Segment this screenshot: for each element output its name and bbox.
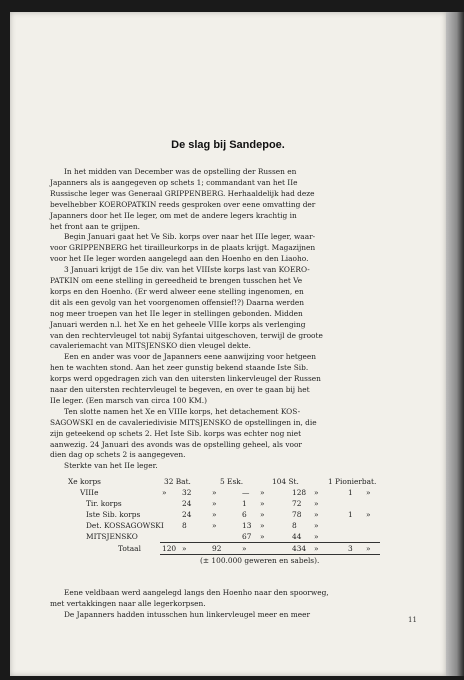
text-line: Sterkte van het IIe leger. (64, 461, 158, 471)
table-cell: 78 (292, 510, 302, 519)
table-cell: 67 (242, 532, 252, 541)
text-line: dit als een gevolg van het voorgenomen offensief!?) Daarna werden (50, 297, 305, 307)
text-line: IIe leger. (Een marsch van circa 100 KM.) (50, 395, 207, 405)
book-edge (446, 12, 464, 676)
text-line: Eene veldbaan werd aangelegd langs den Hoenho naar den spoorweg, (64, 588, 329, 597)
table-cell: 6 (242, 510, 247, 519)
table-cell: » (212, 499, 217, 508)
text-line: naar den uitersten rechtervleugel te begeven, en over te gaan bij het (50, 385, 310, 394)
table-cell: » (314, 510, 319, 519)
table-total-cell: » (182, 544, 187, 553)
table-cell: 13 (242, 521, 252, 530)
table-total-cell: 120 (162, 544, 177, 553)
table-header-cell: Xe korps (68, 477, 101, 486)
table-total-note: (± 100.000 geweren en sabels). (200, 556, 320, 565)
text-line: korps en den Hoenho. (Er werd alweer eene stelling ingenomen, en (50, 286, 304, 296)
table-cell: » (314, 499, 319, 508)
table-cell: » (260, 488, 265, 497)
table-cell: 44 (292, 532, 302, 541)
text-line: Januari werden n.l. het Xe en het geheele VIIIe korps als verlenging (50, 319, 306, 329)
table-cell: 32 (182, 488, 192, 497)
table-cell: 1 (348, 488, 353, 497)
table-cell: » (314, 521, 319, 530)
table-cell: » (260, 532, 265, 541)
table-cell: 24 (182, 499, 192, 508)
section-heading: De slag bij Sandepoe. (171, 139, 285, 151)
text-line: Ten slotte namen het Xe en VIIIe korps, het detachement KOS- (64, 406, 301, 416)
table-cell: » (212, 510, 217, 519)
text-line: Begin Januari gaat het Ve Sib. korps over naar het IIIe leger, waar- (64, 232, 316, 242)
table-cell: 72 (292, 499, 302, 508)
table-total-underline (160, 554, 380, 555)
text-line: aanwezig. 24 Januari des avonds was de opstelling geheel, als voor (50, 439, 302, 449)
page-number: 11 (408, 616, 417, 624)
table-total-cell: » (242, 544, 247, 553)
table-header-cell: 5 Esk. (220, 477, 244, 486)
table-cell: Iste Sib. korps (86, 510, 141, 519)
table-cell: 8 (182, 521, 187, 530)
table-cell: — (242, 488, 250, 497)
table-cell: 1 (348, 510, 353, 519)
text-line: Russische leger was Generaal GRIPPENBERG. Herhaaldelijk had deze (50, 188, 315, 198)
text-line: met vertakkingen naar alle legerkorpsen. (50, 599, 206, 608)
table-total-cell: 92 (212, 544, 222, 553)
text-line: SAGOWSKI en de cavaleriedivisie MITSJENSKO de opstellingen in, die (50, 417, 317, 427)
text-line: het front aan te grijpen. (50, 221, 140, 231)
table-cell: » (314, 488, 319, 497)
text-line: cavaleriemacht van MITSJENSKO dien vleugel dekte. (50, 341, 251, 351)
table-cell: » (212, 521, 217, 530)
text-line: voor het IIe leger worden aangelegd aan den Hoenho en den Liaoho. (50, 254, 309, 264)
text-line: korps werd opgedragen zich van den uitersten linkervleugel der Russen (50, 374, 321, 384)
table-cell: 8 (292, 521, 297, 530)
text-line: Een en ander was voor de Japanners eene aanwijzing voor hetgeen (64, 352, 317, 362)
table-cell: » (260, 510, 265, 519)
table-cell: 1 (242, 499, 247, 508)
table-cell: » (260, 521, 265, 530)
text-line: In het midden van December was de opstelling der Russen en (64, 167, 297, 176)
text-line: nog meer troepen van het IIe leger in stellingen gebonden. Midden (50, 308, 303, 318)
text-line: van den rechtervleugel tot nabij Syfantai uitgeschoven, terwijl de groote (50, 330, 323, 340)
table-total-cell: 3 (348, 544, 353, 553)
table-cell: Tir. korps (86, 499, 122, 508)
table-cell: » (314, 532, 319, 541)
text-line: zijn geteekend op schets 2. Het Iste Sib. korps was echter nog niet (50, 428, 302, 438)
table-total-cell: Totaal (118, 544, 141, 553)
table-cell: 128 (292, 488, 307, 497)
text-line: PATKIN om eene stelling in gereedheid te brengen tusschen het Ve (50, 276, 303, 285)
table-cell: » (366, 488, 371, 497)
table-cell: MITSJENSKO (86, 532, 138, 541)
table-header-cell: 1 Pionierbat. (328, 477, 377, 486)
table-total-rule (160, 542, 380, 543)
table-cell: VIIIe (80, 488, 99, 497)
text-line: 3 Januari krijgt de 15e div. van het VIIIste korps last van KOERO- (64, 265, 310, 275)
table-total-cell: » (366, 544, 371, 553)
table-cell: » (366, 510, 371, 519)
text-line: De Japanners hadden intusschen hun linkervleugel meer en meer (64, 610, 311, 619)
document-page (10, 12, 446, 676)
text-line: hen te wachten stond. Aan het zeer gunstig bekend staande Iste Sib. (50, 363, 309, 373)
table-cell: » (212, 488, 217, 497)
table-cell: » (162, 488, 167, 497)
text-line: Japanners door het IIe leger, om met de andere legers krachtig in (50, 210, 297, 220)
table-cell: Det. KOSSAGOWSKI (86, 521, 164, 530)
table-total-cell: 434 (292, 544, 307, 553)
text-line: dien dag op schets 2 is aangegeven. (50, 450, 186, 460)
table-cell: 24 (182, 510, 192, 519)
text-line: voor GRIPPENBERG het tirailleurkorps in de plaats krijgt. Magazijnen (50, 243, 316, 253)
table-cell: » (260, 499, 265, 508)
text-line: Japanners als is aangegeven op schets 1; commandant van het IIe (50, 177, 298, 187)
table-header-cell: 32 Bat. (164, 477, 191, 486)
text-line: bevelhebber KOEROPATKIN reeds gesproken over eene omvatting der (50, 199, 316, 209)
table-total-cell: » (314, 544, 319, 553)
table-header-cell: 104 St. (272, 477, 299, 486)
